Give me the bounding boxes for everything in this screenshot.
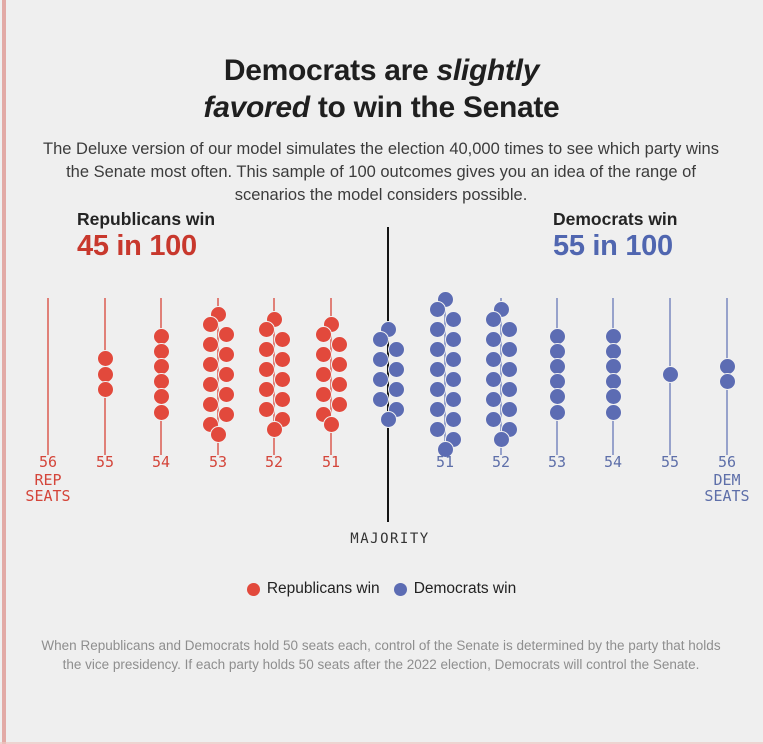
outcome-dot — [445, 391, 462, 408]
chart-title — [0, 52, 763, 126]
outcome-dot — [97, 381, 114, 398]
axis-tick-label: 51 — [321, 453, 341, 471]
outcome-dot — [388, 341, 405, 358]
outcome-dot — [719, 373, 736, 390]
outcome-dot — [323, 416, 340, 433]
outcome-dot — [258, 401, 275, 418]
outcome-dot — [388, 361, 405, 378]
outcome-dot — [501, 321, 518, 338]
legend — [0, 580, 763, 598]
outcome-dot — [266, 421, 283, 438]
outcome-dot — [202, 336, 219, 353]
axis-tick-label: 53 — [547, 453, 567, 471]
republicans-win-annotation — [77, 209, 215, 263]
chart-title-line1 — [0, 52, 763, 89]
axis-tick-label: 55 — [660, 453, 680, 471]
outcome-dot — [372, 351, 389, 368]
outcome-dot — [258, 341, 275, 358]
outcome-dot — [549, 328, 566, 345]
outcome-dot — [445, 371, 462, 388]
outcome-dot — [331, 336, 348, 353]
outcome-dot — [485, 311, 502, 328]
title-text: to win the Senate — [309, 91, 560, 125]
outcome-dot — [274, 331, 291, 348]
outcome-dot — [445, 351, 462, 368]
outcome-dot — [202, 356, 219, 373]
democrats-win-value: 55 in 100 — [553, 230, 673, 262]
axis-tick-label: 56 — [38, 453, 58, 471]
legend-dot-icon — [247, 583, 260, 596]
outcome-dot — [493, 431, 510, 448]
outcome-dot — [388, 381, 405, 398]
outcome-dot — [258, 381, 275, 398]
footnote: When Republicans and Democrats hold 50 seats each, control of the Senate is determined by the party that holds the vice presidency. If each party holds 50 seats after the 2022 election, Democrats will control the Senate. — [41, 637, 721, 672]
outcome-dot — [315, 386, 332, 403]
outcome-dot — [429, 421, 446, 438]
axis-tick-label: 52 — [491, 453, 511, 471]
axis-tick-label: 56 — [717, 453, 737, 471]
outcome-dot — [218, 346, 235, 363]
outcome-dot — [445, 311, 462, 328]
outcome-dot — [202, 396, 219, 413]
outcome-dot — [331, 396, 348, 413]
outcome-dot — [153, 388, 170, 405]
rep-seats-axis-unit: REP — [34, 471, 62, 489]
outcome-dot — [501, 341, 518, 358]
outcome-dot — [210, 426, 227, 443]
axis-tick-label: 52 — [264, 453, 284, 471]
outcome-dot — [97, 366, 114, 383]
outcome-dot — [331, 356, 348, 373]
outcome-dot — [274, 391, 291, 408]
outcome-dot — [274, 371, 291, 388]
outcome-dot — [372, 331, 389, 348]
outcome-dot — [549, 404, 566, 421]
outcome-dot — [153, 404, 170, 421]
outcome-dot — [429, 361, 446, 378]
axis-tick-label: 55 — [95, 453, 115, 471]
outcome-dot — [485, 371, 502, 388]
legend-item — [247, 580, 380, 598]
outcome-dot — [485, 411, 502, 428]
axis-tick-label: 53 — [208, 453, 228, 471]
outcome-dot — [218, 386, 235, 403]
legend-item — [394, 580, 517, 598]
legend-dot-icon — [394, 583, 407, 596]
outcome-dot — [445, 411, 462, 428]
outcome-dot — [501, 361, 518, 378]
chart-subtitle: The Deluxe version of our model simulates the election 40,000 times to see which party wins the Senate most often. This sample of 100 outcomes gives you an idea of the range of scenarios the model considers possible. — [43, 139, 719, 204]
outcome-dot — [445, 331, 462, 348]
dem-seats-axis-unit: DEM — [713, 471, 741, 489]
legend-label: Republicans win — [266, 580, 380, 597]
outcome-dot — [605, 404, 622, 421]
republicans-win-value: 45 in 100 — [77, 230, 197, 262]
title-emphasis: slightly — [436, 54, 540, 88]
title-text: Democrats are — [223, 54, 437, 88]
seat-column-line — [47, 298, 49, 455]
outcome-dot — [202, 316, 219, 333]
outcome-dot — [429, 341, 446, 358]
outcome-dot — [331, 376, 348, 393]
outcome-dot — [315, 326, 332, 343]
outcome-dot — [258, 361, 275, 378]
outcome-dot — [380, 411, 397, 428]
outcome-dot — [605, 328, 622, 345]
title-emphasis: favored — [203, 91, 310, 125]
democrats-win-label: Democrats win — [553, 209, 678, 229]
outcome-dot — [372, 371, 389, 388]
chart-title-line2 — [0, 89, 763, 126]
outcome-dot — [202, 376, 219, 393]
outcome-dot — [218, 326, 235, 343]
outcome-dot — [429, 401, 446, 418]
outcome-dot — [429, 301, 446, 318]
outcome-dot — [485, 351, 502, 368]
democrats-win-annotation — [553, 209, 677, 263]
axis-tick-label: 54 — [603, 453, 623, 471]
outcome-dot — [501, 381, 518, 398]
dem-seats-axis-unit: SEATS — [704, 487, 750, 505]
outcome-dot — [662, 366, 679, 383]
outcome-dot — [485, 391, 502, 408]
axis-tick-label: 54 — [151, 453, 171, 471]
outcome-dot — [153, 328, 170, 345]
majority-label: MAJORITY — [350, 531, 430, 547]
outcome-dot — [429, 321, 446, 338]
outcome-dot — [501, 401, 518, 418]
rep-seats-axis-unit: SEATS — [25, 487, 71, 505]
outcome-dot — [605, 388, 622, 405]
republicans-win-label: Republicans win — [77, 209, 216, 229]
outcome-dot — [97, 350, 114, 367]
outcome-dot — [315, 346, 332, 363]
outcome-dot — [549, 388, 566, 405]
outcome-dot — [258, 321, 275, 338]
outcome-dot — [429, 381, 446, 398]
axis-tick-label: 51 — [435, 453, 455, 471]
outcome-dot — [485, 331, 502, 348]
legend-label: Democrats win — [413, 580, 517, 597]
outcome-dot — [218, 406, 235, 423]
outcome-dot — [274, 351, 291, 368]
outcome-dot — [315, 366, 332, 383]
outcome-dot — [372, 391, 389, 408]
outcome-dot — [218, 366, 235, 383]
